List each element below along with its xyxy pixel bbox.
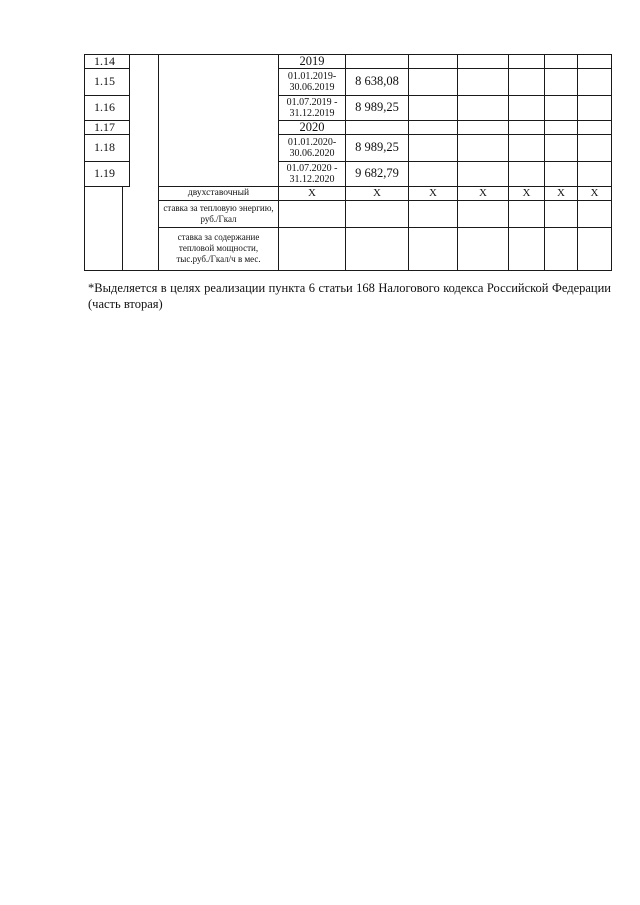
row-number: 1.15 bbox=[94, 74, 115, 88]
grid-line bbox=[457, 54, 458, 271]
row-number: 1.16 bbox=[94, 100, 115, 114]
grid-line bbox=[122, 186, 123, 271]
x-mark: Х bbox=[308, 187, 316, 199]
x-mark: Х bbox=[557, 187, 565, 199]
row-number: 1.14 bbox=[94, 53, 115, 68]
period-to: 30.06.2019 bbox=[289, 81, 335, 93]
tariff-value: 9 682,79 bbox=[355, 166, 399, 180]
period-from: 01.01.2019- bbox=[287, 70, 337, 82]
table-bottom-border bbox=[84, 270, 612, 271]
grid-line bbox=[508, 54, 509, 271]
tariff-value: 8 989,25 bbox=[355, 100, 399, 114]
x-mark: Х bbox=[373, 187, 381, 199]
year-header: 2020 bbox=[299, 119, 325, 134]
period-cell bbox=[279, 95, 345, 120]
row-number: 1.19 bbox=[94, 166, 115, 180]
table-top-border bbox=[84, 54, 612, 55]
footnote: *Выделяется в целях реализации пункта 6 статьи 168 Налогового кодекса Российской Федерации (часть вторая) bbox=[88, 281, 611, 311]
energy-rate-label: ставка за тепловую энергию, руб./Гкал bbox=[163, 202, 274, 224]
x-mark: Х bbox=[522, 187, 531, 199]
table-right-border bbox=[611, 54, 612, 271]
grid-line bbox=[408, 54, 409, 271]
year-header: 2019 bbox=[299, 53, 325, 68]
period-from: 01.01.2020- bbox=[287, 136, 337, 148]
period-to: 31.12.2019 bbox=[289, 107, 335, 119]
grid-line bbox=[544, 54, 545, 271]
tariff-value: 8 989,25 bbox=[355, 140, 399, 154]
two-part-label: двухставочный bbox=[187, 187, 250, 198]
x-mark: Х bbox=[429, 187, 437, 199]
capacity-rate-label: ставка за содержание тепловой мощности, тыс.руб./Гкал/ч в мес. bbox=[176, 232, 261, 264]
tariff-value: 8 638,08 bbox=[355, 74, 399, 88]
period-cell bbox=[279, 134, 345, 161]
period-cell bbox=[279, 68, 345, 95]
row-number: 1.17 bbox=[94, 119, 115, 134]
grid-line bbox=[158, 54, 159, 271]
period-from: 01.07.2019 - bbox=[286, 96, 338, 108]
period-to: 31.12.2020 bbox=[289, 173, 335, 185]
period-cell bbox=[279, 161, 345, 186]
row-number: 1.18 bbox=[94, 140, 115, 154]
x-mark: Х bbox=[479, 187, 487, 199]
x-mark: Х bbox=[590, 187, 599, 199]
period-to: 30.06.2020 bbox=[289, 147, 335, 159]
grid-line bbox=[577, 54, 578, 271]
period-from: 01.07.2020 - bbox=[286, 162, 338, 174]
